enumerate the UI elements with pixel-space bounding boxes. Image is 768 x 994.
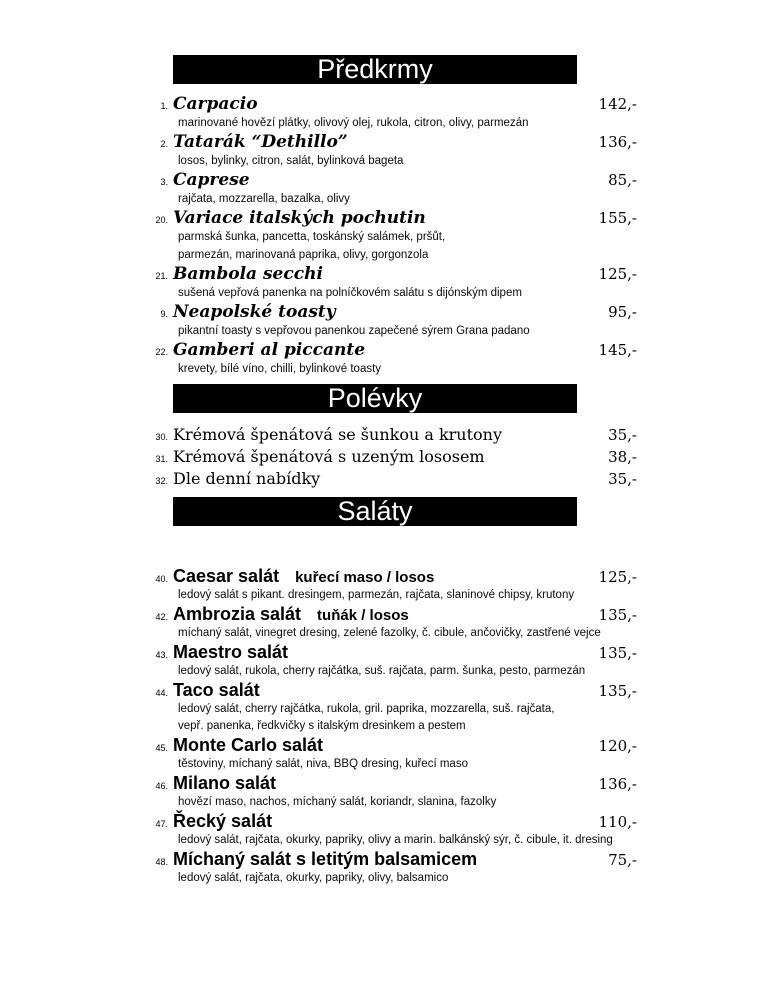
- item-row: [145, 425, 637, 447]
- item-descriptions: [145, 794, 637, 811]
- item-price: 110,-: [598, 813, 637, 831]
- item-descriptions: [145, 152, 637, 170]
- item-row: [145, 132, 637, 152]
- item-name: Gamberi al piccante: [173, 340, 366, 360]
- menu-item: [145, 340, 637, 378]
- item-number: 22.: [155, 347, 168, 357]
- item-description: losos, bylinky, citron, salát, bylinková bageta: [178, 155, 404, 167]
- item-descriptions: [145, 701, 637, 735]
- section-banner: [173, 384, 577, 413]
- item-descriptions: [145, 625, 637, 642]
- item-row: [145, 811, 637, 832]
- item-description: sušená vepřová panenka na polníčkovém salátu s dijónským dipem: [178, 287, 522, 299]
- item-descriptions: [145, 663, 637, 680]
- item-description: parmská šunka, pancetta, toskánský salámek, pršůt,: [178, 231, 446, 243]
- section-items: [145, 84, 637, 378]
- item-description: vepř. panenka, ředkvičky s italským dresinkem a pestem: [178, 720, 466, 732]
- item-price: 145,-: [598, 341, 637, 359]
- item-price: 35,-: [608, 470, 637, 488]
- item-price: 35,-: [608, 426, 637, 444]
- item-name: Taco salát: [173, 680, 260, 700]
- section-items: [145, 526, 637, 887]
- item-name: Maestro salát: [173, 642, 289, 662]
- item-price: 85,-: [608, 171, 637, 189]
- item-descriptions: [145, 228, 637, 264]
- menu-item: [145, 680, 637, 735]
- item-name: Neapolské toasty: [173, 302, 336, 322]
- item-name: Bambola secchi: [173, 264, 323, 284]
- item-row: [145, 264, 637, 284]
- item-description: ledový salát, rukola, cherry rajčátka, suš. rajčata, parm. šunka, pesto, parmezán: [178, 665, 586, 677]
- item-subtitle: tuňák / losos: [317, 607, 409, 624]
- item-row: [145, 773, 637, 794]
- menu-item: [145, 773, 637, 811]
- item-description: krevety, bílé víno, chilli, bylinkové toasty: [178, 363, 382, 375]
- item-number: 48.: [155, 857, 168, 867]
- item-row: [145, 340, 637, 360]
- item-description: ledový salát, rajčata, okurky, papriky, olivy a marin. balkánský sýr, č. cibule, it. dresing: [178, 834, 613, 846]
- item-row: [145, 566, 637, 587]
- item-number: 32.: [155, 476, 168, 486]
- menu-item: [145, 132, 637, 170]
- section-items: [145, 413, 637, 491]
- item-description: ledový salát, cherry rajčátka, rukola, gril. paprika, mozzarella, suš. rajčata,: [178, 703, 555, 715]
- menu-item: [145, 735, 637, 773]
- menu-section: [145, 497, 637, 887]
- item-name: Milano salát: [173, 773, 277, 793]
- item-number: 2.: [160, 139, 168, 149]
- item-number: 20.: [155, 215, 168, 225]
- menu: [145, 55, 637, 887]
- item-price: 125,-: [598, 568, 637, 586]
- item-name: Caesar salát: [173, 566, 280, 586]
- item-descriptions: [145, 870, 637, 887]
- item-name: Míchaný salát s letitým balsamicem: [173, 849, 478, 869]
- item-name: Tatarák “Dethillo”: [173, 132, 348, 152]
- item-descriptions: [145, 756, 637, 773]
- item-descriptions: [145, 284, 637, 302]
- item-price: 135,-: [598, 644, 637, 662]
- menu-item: [145, 302, 637, 340]
- item-price: 38,-: [608, 448, 637, 466]
- menu-item: [145, 447, 637, 469]
- item-price: 135,-: [598, 682, 637, 700]
- item-description: pikantní toasty s vepřovou panenkou zapečené sýrem Grana padano: [178, 325, 530, 337]
- item-name: Variace italských pochutin: [173, 208, 426, 228]
- item-number: 21.: [155, 271, 168, 281]
- item-row: [145, 469, 637, 491]
- item-name: Krémová špenátová s uzeným lososem: [173, 447, 485, 466]
- section-title: Saláty: [337, 496, 413, 526]
- menu-item: [145, 642, 637, 680]
- item-row: [145, 849, 637, 870]
- item-price: 155,-: [598, 209, 637, 227]
- item-number: 46.: [155, 781, 168, 791]
- section-banner: [173, 497, 577, 526]
- item-row: [145, 447, 637, 469]
- item-name: Monte Carlo salát: [173, 735, 324, 755]
- section-banner: [173, 55, 577, 84]
- item-name: Dle denní nabídky: [173, 469, 321, 488]
- item-price: 136,-: [598, 775, 637, 793]
- item-description: těstoviny, míchaný salát, niva, BBQ dresing, kuřecí maso: [178, 758, 468, 770]
- menu-section: [145, 55, 637, 378]
- item-row: [145, 680, 637, 701]
- item-description: parmezán, marinovaná paprika, olivy, gorgonzola: [178, 249, 429, 261]
- item-description: míchaný salát, vinegret dresing, zelené fazolky, č. cibule, ančovičky, zastřené vejce: [178, 627, 601, 639]
- item-description: marinované hovězí plátky, olivový olej, rukola, citron, olivy, parmezán: [178, 117, 529, 129]
- item-description: ledový salát s pikant. dresingem, parmezán, rajčata, slaninové chipsy, krutony: [178, 589, 575, 601]
- item-row: [145, 208, 637, 228]
- item-descriptions: [145, 322, 637, 340]
- item-number: 42.: [155, 612, 168, 622]
- item-descriptions: [145, 190, 637, 208]
- item-row: [145, 735, 637, 756]
- item-number: 31.: [155, 454, 168, 464]
- menu-item: [145, 94, 637, 132]
- item-number: 30.: [155, 432, 168, 442]
- item-descriptions: [145, 360, 637, 378]
- item-row: [145, 642, 637, 663]
- item-number: 1.: [160, 101, 168, 111]
- menu-item: [145, 604, 637, 642]
- item-price: 136,-: [598, 133, 637, 151]
- item-row: [145, 170, 637, 190]
- section-title: Polévky: [327, 383, 423, 413]
- menu-item: [145, 264, 637, 302]
- item-descriptions: [145, 587, 637, 604]
- item-number: 9.: [160, 309, 168, 319]
- menu-item: [145, 170, 637, 208]
- item-price: 95,-: [608, 303, 637, 321]
- menu-item: [145, 425, 637, 447]
- item-description: rajčata, mozzarella, bazalka, olivy: [178, 193, 350, 205]
- item-row: [145, 604, 637, 625]
- item-name: Ambrozia salát: [173, 604, 302, 624]
- item-price: 120,-: [598, 737, 637, 755]
- menu-item: [145, 811, 637, 849]
- menu-item: [145, 208, 637, 264]
- item-name: Řecký salát: [173, 811, 273, 831]
- item-number: 40.: [155, 574, 168, 584]
- item-price: 142,-: [598, 95, 637, 113]
- menu-section: [145, 384, 637, 491]
- item-descriptions: [145, 832, 637, 849]
- item-description: hovězí maso, nachos, míchaný salát, koriandr, slanina, fazolky: [178, 796, 497, 808]
- item-price: 135,-: [598, 606, 637, 624]
- item-row: [145, 302, 637, 322]
- menu-item: [145, 849, 637, 887]
- item-name: Caprese: [173, 170, 250, 190]
- section-title: Předkrmy: [317, 54, 433, 84]
- item-name: Carpacio: [173, 94, 258, 114]
- item-number: 3.: [160, 177, 168, 187]
- item-description: ledový salát, rajčata, okurky, papriky, olivy, balsamico: [178, 872, 449, 884]
- item-number: 44.: [155, 688, 168, 698]
- item-number: 45.: [155, 743, 168, 753]
- item-subtitle: kuřecí maso / losos: [295, 569, 435, 586]
- item-price: 75,-: [608, 851, 637, 869]
- item-price: 125,-: [598, 265, 637, 283]
- item-name: Krémová špenátová se šunkou a krutony: [173, 425, 503, 444]
- item-number: 47.: [155, 819, 168, 829]
- item-descriptions: [145, 114, 637, 132]
- menu-item: [145, 566, 637, 604]
- menu-item: [145, 469, 637, 491]
- item-number: 43.: [155, 650, 168, 660]
- item-row: [145, 94, 637, 114]
